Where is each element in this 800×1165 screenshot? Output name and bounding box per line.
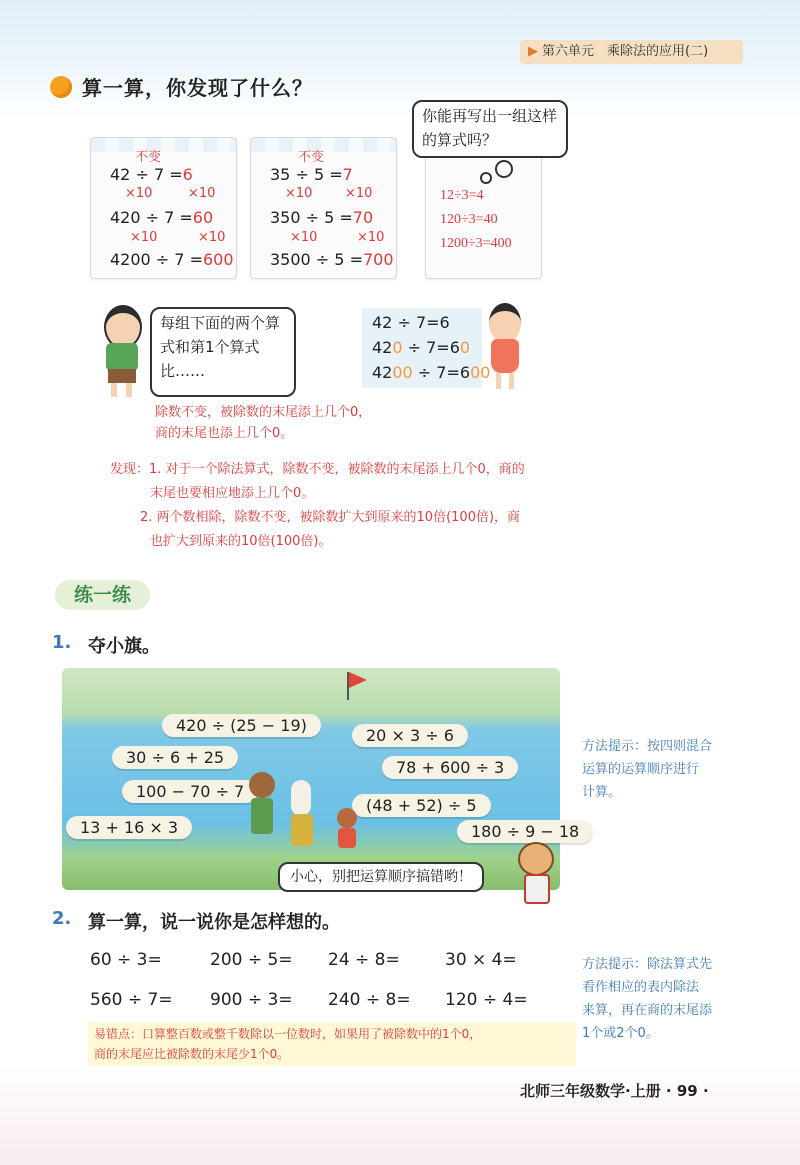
calc-item: 30 × 4= [445, 950, 517, 970]
river-scene [62, 668, 580, 890]
calc-item: 60 ÷ 3= [90, 950, 162, 970]
equation: 42 ÷ 7 =6 [110, 165, 193, 184]
method-tip [582, 735, 712, 804]
boy-speech-bubble: 每组下面的两个算式和第1个算式比…… [150, 307, 296, 397]
small-monkey-shirt [338, 828, 356, 848]
question-number: 1. [52, 632, 72, 653]
boy-leg [126, 383, 132, 397]
girl-head [489, 303, 521, 343]
dog-character [510, 842, 560, 904]
question-number: 2. [52, 908, 72, 929]
unit-tag [520, 40, 743, 64]
stepping-stone[interactable]: 180 ÷ 9 − 18 [457, 820, 593, 843]
question-text: 算一算，说一说你是怎样想的。 [88, 912, 340, 933]
stepping-stone[interactable]: 30 ÷ 6 + 25 [112, 746, 238, 769]
stepping-stone[interactable]: (48 + 52) ÷ 5 [352, 794, 491, 817]
tip-line: 1个或2个0。 [582, 1026, 659, 1041]
calc-item: 900 ÷ 3= [210, 990, 293, 1010]
stepping-stone[interactable]: 78 + 600 ÷ 3 [382, 756, 518, 779]
unchanged-note: 不变 [135, 150, 162, 165]
discovery-line: 末尾也要相应地添上几个0。 [150, 486, 315, 501]
small-monkey-character [334, 808, 360, 852]
student-answer: 120÷3=40 [440, 212, 498, 227]
equation: 420 ÷ 7 =60 [110, 208, 214, 227]
stepping-stone[interactable]: 13 + 16 × 3 [66, 816, 192, 839]
unit-tag-label: 第六单元 乘除法的应用(二) [542, 44, 709, 59]
question-text: 夺小旗。 [88, 636, 160, 657]
stepping-stone[interactable]: 20 × 3 ÷ 6 [352, 724, 468, 747]
discovery-line: 也扩大到原来的10倍(100倍)。 [150, 534, 332, 549]
question-bubble: 你能再写出一组这样的算式吗？ [412, 100, 568, 158]
calc-item: 120 ÷ 4= [445, 990, 528, 1010]
tip-line: 方法提示：除法算式先 [582, 957, 713, 972]
discovery-line: 2. 两个数相除，除数不变，被除数扩大到原来的10倍(100倍)，商 [140, 510, 521, 525]
discovery-notes [110, 458, 525, 554]
equation: 350 ÷ 5 =70 [270, 208, 374, 227]
equation: 4200 ÷ 7=600 [372, 363, 491, 382]
boy-shirt [106, 343, 138, 371]
tip-line: 看作相应的表内除法 [582, 980, 700, 995]
tip-line: 方法提示：按四则混合 [582, 739, 713, 754]
stepping-stone[interactable]: 420 ÷ (25 − 19) [162, 714, 321, 737]
girl-dress [491, 339, 519, 373]
error-line: 易错点：口算整百数或整千数除以一位数时，如果用了被除数中的1个0， [94, 1027, 482, 1041]
unchanged-note: 不变 [298, 150, 325, 165]
student-answer: 1200÷3=400 [440, 236, 512, 251]
thought-dot [495, 160, 513, 178]
card-decoration [91, 138, 236, 152]
times-ten-label: ×10 [125, 186, 153, 201]
equation: 4200 ÷ 7 =600 [110, 250, 234, 269]
calc-item: 560 ÷ 7= [90, 990, 173, 1010]
times-ten-label: ×10 [285, 186, 313, 201]
boy-leg [111, 383, 117, 397]
equation: 3500 ÷ 5 =700 [270, 250, 394, 269]
monkey-character [247, 772, 277, 854]
page-footer: 北师三年级数学·上册 · 99 · [520, 1082, 709, 1100]
small-monkey-head [337, 808, 357, 828]
monkey-shirt [251, 798, 273, 834]
footer-background [0, 1060, 800, 1165]
error-line: 商的末尾应比被除数的末尾少1个0。 [94, 1047, 290, 1061]
play-triangle-icon: ▶ [528, 44, 538, 59]
times-ten-label: ×10 [357, 230, 385, 245]
rabbit-head [291, 780, 311, 816]
practice-label: 练一练 [55, 580, 150, 610]
boy-note: 除数不变，被除数的末尾添上几个0，商的末尾也添上几个0。 [155, 405, 372, 441]
girl-leg [509, 373, 514, 389]
dog-speech-bubble: 小心，别把运算顺序搞错哟！ [278, 862, 484, 892]
calc-item: 200 ÷ 5= [210, 950, 293, 970]
student-answer: 12÷3=4 [440, 188, 484, 203]
flag-icon [349, 672, 367, 688]
girl-character [485, 303, 525, 393]
equation: 420 ÷ 7=60 [372, 338, 471, 357]
times-ten-label: ×10 [130, 230, 158, 245]
calc-item: 240 ÷ 8= [328, 990, 411, 1010]
equation: 42 ÷ 7=6 [372, 313, 450, 332]
times-ten-label: ×10 [345, 186, 373, 201]
method-tip [582, 953, 712, 1045]
orange-dot-icon [50, 76, 72, 98]
rabbit-overalls [291, 814, 313, 846]
girl-leg [496, 373, 501, 389]
dog-body [524, 874, 550, 904]
thought-dot [480, 172, 492, 184]
times-ten-label: ×10 [198, 230, 226, 245]
tip-line: 计算。 [582, 785, 622, 800]
boy-shorts [108, 369, 136, 383]
monkey-head [249, 772, 275, 798]
stepping-stone[interactable]: 100 − 70 ÷ 7 [122, 780, 258, 803]
boy-character [98, 305, 148, 400]
equation: 35 ÷ 5 =7 [270, 165, 353, 184]
dog-head [518, 842, 554, 876]
discovery-line: 发现：1. 对于一个除法算式，除数不变，被除数的末尾添上几个0，商的 [110, 462, 525, 477]
error-note [88, 1022, 576, 1066]
times-ten-label: ×10 [290, 230, 318, 245]
tip-line: 来算，再在商的末尾添 [582, 1003, 713, 1018]
tip-line: 运算的运算顺序进行 [582, 762, 700, 777]
section-title: 算一算，你发现了什么？ [82, 76, 313, 100]
rabbit-character [287, 780, 315, 852]
times-ten-label: ×10 [188, 186, 216, 201]
calc-item: 24 ÷ 8= [328, 950, 400, 970]
